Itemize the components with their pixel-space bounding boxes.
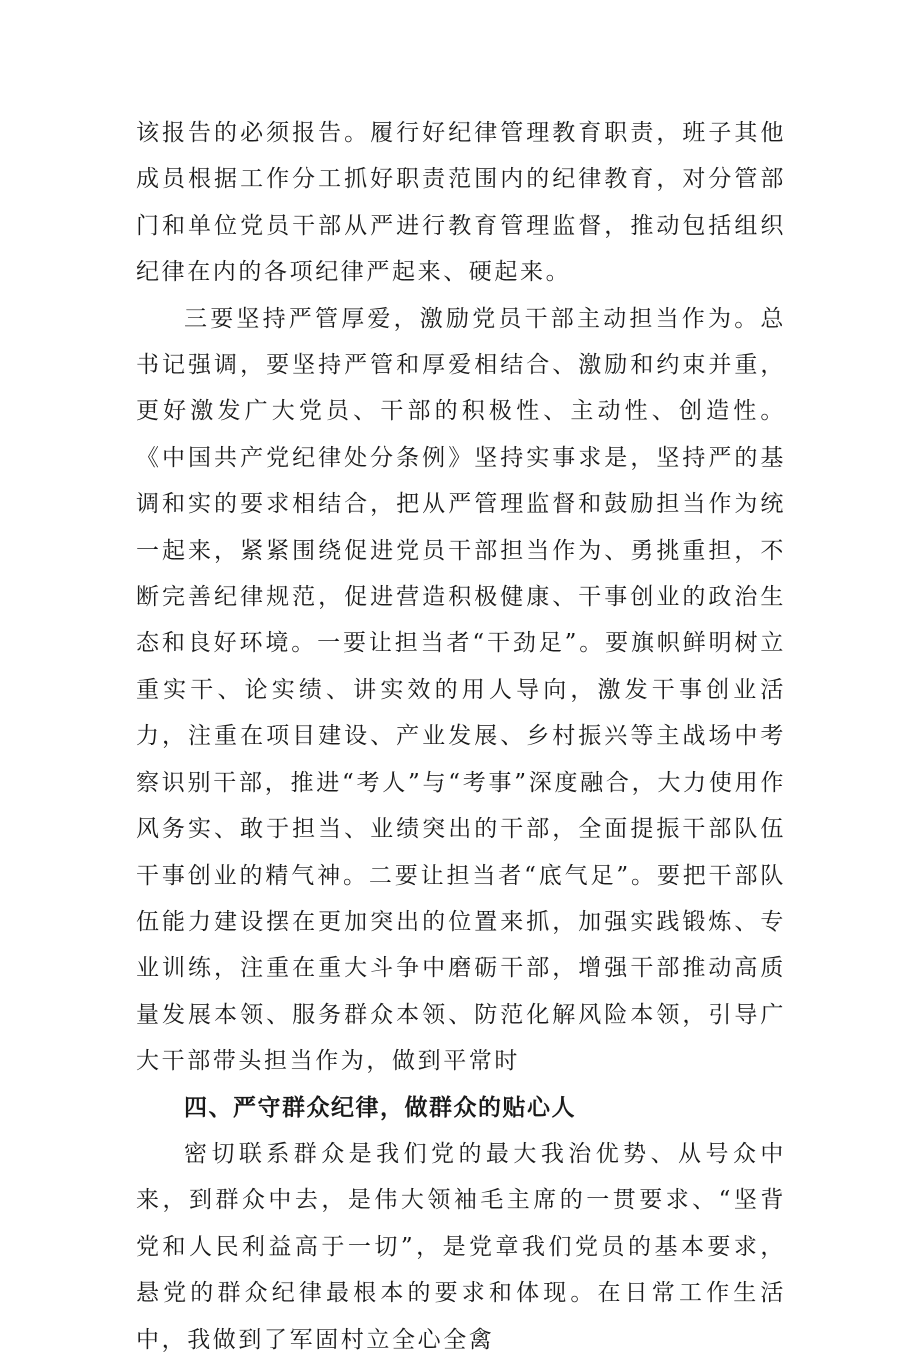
paragraph-strict-management: 三要坚持严管厚爱，激励党员干部主动担当作为。总书记强调，要坚持严管和厚爱相结合、激励和约束并重，更好激发广大党员、干部的积极性、主动性、创造性。《中国共产党纪律处分条例》坚持实事求是，坚持严的基调和实的要求相结合，把从严管理监督和鼓励担当作为统一起来，紧紧围绕促进党员干部担当作为、勇挑重担，不断完善纪律规范，促进营造积极健康、干事创业的政治生态和良好环境。一要让担当者“干劲足”。要旗帜鲜明树立重实干、论实绩、讲实效的用人导向，激发干事创业活力，注重在项目建设、产业发展、乡村振兴等主战场中考察识别干部，推进“考人”与“考事”深度融合，大力使用作风务实、敢于担当、业绩突出的干部，全面提振干部队伍干事创业的精气神。二要让担当者“底气足”。要把干部队伍能力建设摆在更加突出的位置来抓，加强实践锻炼、专业训练，注重在重大斗争中磨砺干部，增强干部推动高质量发展本领、服务群众本领、防范化解风险本领，引导广大干部带头担当作为，做到平常时 [136, 305, 786, 1075]
section-heading-mass-discipline: 四、严守群众纪律，做群众的贴心人 [184, 1094, 576, 1121]
document-body [136, 110, 786, 1363]
paragraph-mass-connection: 密切联系群众是我们党的最大我治优势、从号众中来，到群众中去，是伟大领袖毛主席的一贯要求、“坚背党和人民利益高于一切”，是党章我们党员的基本要求，悬党的群众纪律最根本的要求和体现。在日常工作生活中，我做到了军固村立全心全禽 [136, 1140, 786, 1353]
paragraph-discipline-education: 该报告的必须报告。履行好纪律管理教育职责，班子其他成员根据工作分工抓好职责范围内的纪律教育，对分管部门和单位党员干部从严进行教育管理监督，推动包括组织纪律在内的各项纪律严起来、硬起来。 [136, 120, 786, 286]
